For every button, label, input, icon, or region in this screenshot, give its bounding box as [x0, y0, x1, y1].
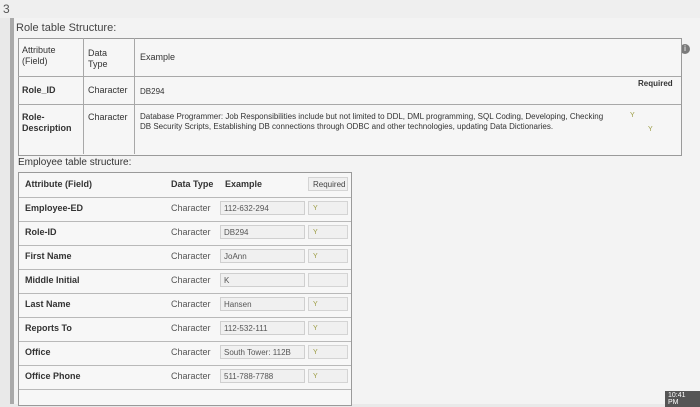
cell-required: Y	[308, 249, 348, 263]
cell-attribute: Office Phone	[25, 371, 81, 381]
cell-example: 511-788-7788	[220, 369, 305, 383]
cell-data-type: Character	[171, 227, 211, 237]
cell-attribute: Employee-ED	[25, 203, 84, 213]
table-row	[19, 293, 351, 318]
cell-example: DB294	[220, 225, 305, 239]
role-row-divider-1	[18, 76, 681, 77]
cell-example: 112-632-294	[220, 201, 305, 215]
role-table-title: Role table Structure:	[16, 22, 117, 34]
page-number: 3	[3, 2, 10, 16]
cell-attribute: Middle Initial	[25, 275, 80, 285]
cell-example: Hansen	[220, 297, 305, 311]
cell-required: Y	[308, 345, 348, 359]
table-row	[19, 317, 351, 342]
cell-attribute: Role-ID	[25, 227, 57, 237]
header-data-type: Data Type	[171, 179, 214, 189]
role-table	[18, 38, 682, 156]
table-row	[19, 197, 351, 222]
cell-required	[308, 273, 348, 287]
role-row-required-2: Y	[648, 126, 653, 133]
role-row-example: Database Programmer: Job Responsibilities include but not limited to DDL, DML programming, SQL Coding, Developing, Checking DB Security Scripts, Establishing DB connections through ODBC and other technologies, updating Data Dictionaries.	[140, 112, 604, 131]
top-bar	[0, 0, 700, 18]
table-row	[19, 245, 351, 270]
cell-required: Y	[308, 201, 348, 215]
cell-data-type: Character	[171, 275, 211, 285]
role-col-divider-2	[134, 38, 135, 154]
role-row-example: DB294	[140, 87, 165, 96]
cell-data-type: Character	[171, 203, 211, 213]
table-row	[19, 269, 351, 294]
cell-required: Y	[308, 321, 348, 335]
table-header-row	[19, 173, 351, 198]
cell-example: K	[220, 273, 305, 287]
table-row	[19, 341, 351, 366]
cell-required: Y	[308, 225, 348, 239]
role-row-divider-2	[18, 104, 681, 105]
cell-data-type: Character	[171, 323, 211, 333]
header-example: Example	[225, 179, 263, 189]
role-col-divider-1	[83, 38, 84, 154]
taskbar-clock: 10:41 PM	[665, 391, 700, 407]
table-row	[19, 365, 351, 390]
cell-attribute: Office	[25, 347, 51, 357]
header-attribute: Attribute (Field)	[25, 179, 92, 189]
role-row-attribute: Role_ID	[22, 85, 56, 95]
cell-attribute: First Name	[25, 251, 72, 261]
table-row	[19, 221, 351, 246]
role-row-attribute: Role- Description	[22, 112, 72, 133]
header-required: Required	[308, 177, 348, 191]
role-row-data-type: Character	[88, 85, 128, 95]
cell-data-type: Character	[171, 251, 211, 261]
role-header-example: Example	[140, 52, 176, 62]
role-row-data-type: Character	[88, 112, 128, 122]
cell-data-type: Character	[171, 371, 211, 381]
info-icon[interactable]: i	[680, 44, 690, 54]
cell-data-type: Character	[171, 347, 211, 357]
cell-example: 112-532-111	[220, 321, 305, 335]
cell-required: Y	[308, 297, 348, 311]
cell-example: South Tower: 112B	[220, 345, 305, 359]
cell-attribute: Reports To	[25, 323, 72, 333]
role-header-data-type: Data Type	[88, 48, 108, 69]
cell-example: JoAnn	[220, 249, 305, 263]
cell-data-type: Character	[171, 299, 211, 309]
role-row-required: Y	[630, 112, 635, 119]
cell-attribute: Last Name	[25, 299, 71, 309]
employee-table-title: Employee table structure:	[18, 157, 132, 168]
role-header-attribute: Attribute (Field)	[22, 45, 56, 66]
role-header-required: Required	[638, 79, 673, 88]
cell-required: Y	[308, 369, 348, 383]
employee-table	[18, 172, 352, 406]
